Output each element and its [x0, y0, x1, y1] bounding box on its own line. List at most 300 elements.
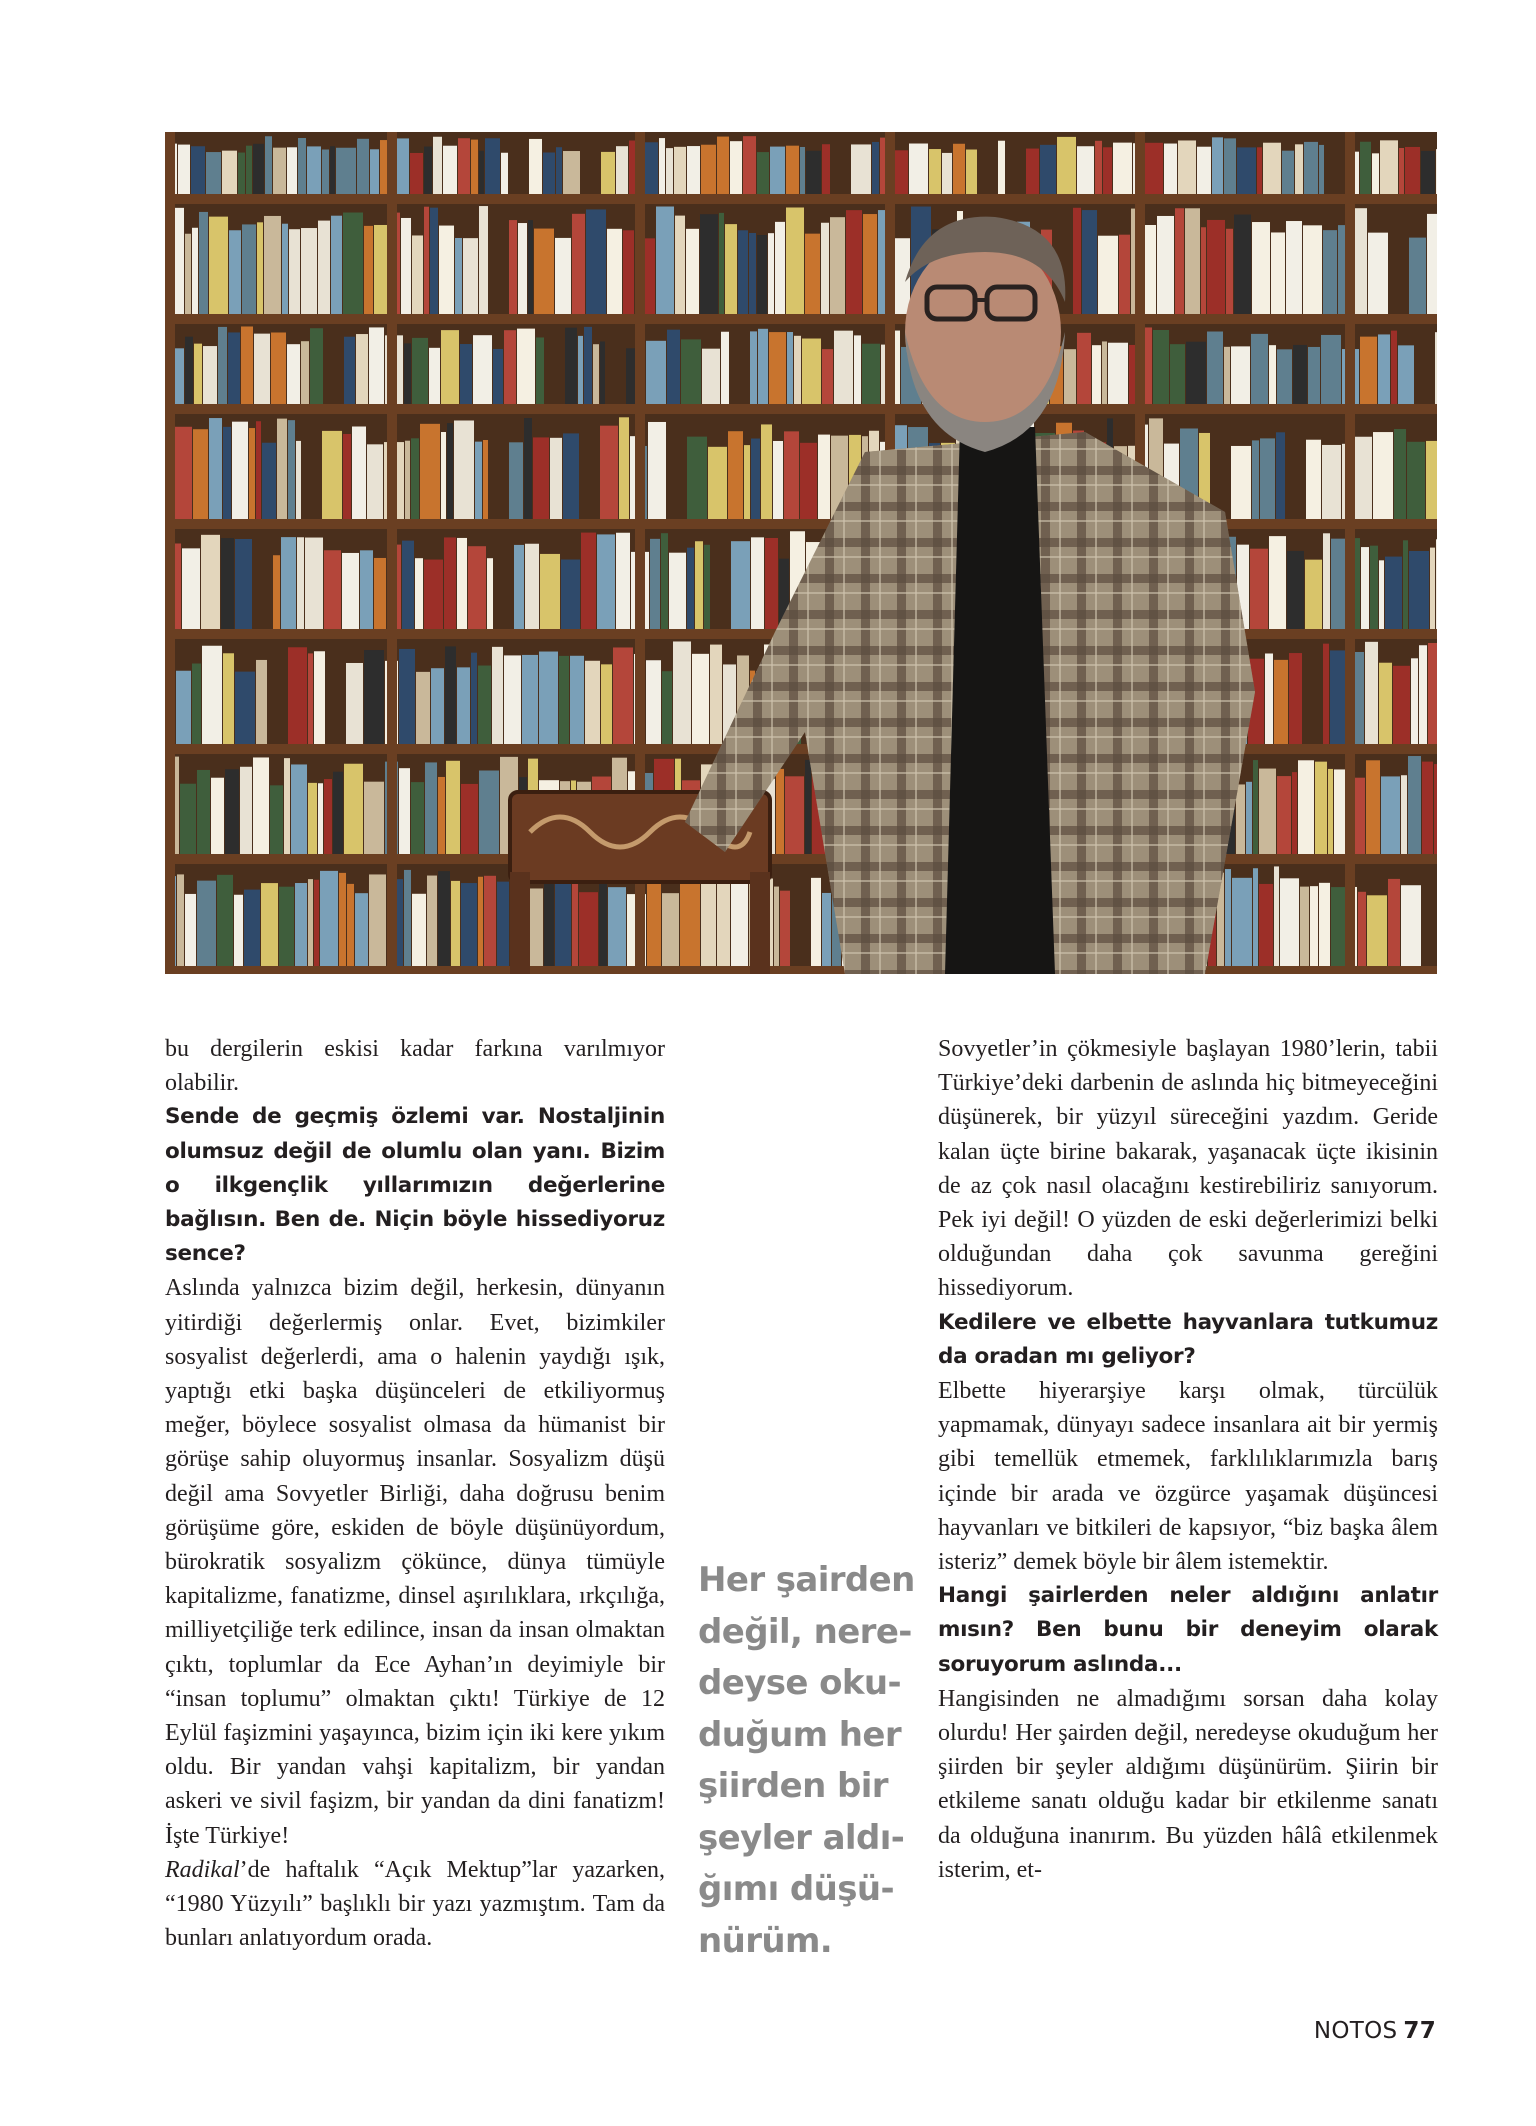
book-spine — [222, 151, 237, 194]
book-spine — [687, 146, 700, 194]
shelf-board — [165, 744, 1437, 754]
book-spine — [202, 646, 222, 744]
book-spine — [738, 230, 748, 314]
book-spine — [399, 649, 415, 744]
book-spine — [1409, 551, 1429, 629]
book-spine — [1274, 660, 1288, 744]
book-spine — [600, 341, 605, 404]
book-spine — [1310, 886, 1318, 966]
book-spine — [751, 439, 760, 519]
book-spine — [1057, 137, 1076, 194]
book-spine — [1321, 335, 1341, 404]
book-spine — [597, 534, 615, 629]
book-spine — [811, 878, 821, 966]
book-spine — [686, 229, 699, 314]
book-spine — [834, 331, 853, 404]
shelf-upright — [1345, 132, 1355, 974]
book-spine — [528, 220, 533, 314]
article-column-right — [938, 1032, 1438, 1887]
page-footer — [1314, 2018, 1436, 2044]
book-spine — [725, 224, 737, 314]
book-spine — [1292, 772, 1297, 854]
book-spine — [246, 146, 252, 194]
book-spine — [1153, 330, 1169, 404]
book-spine — [410, 153, 423, 194]
book-spine — [1236, 784, 1245, 854]
book-spine — [295, 883, 307, 966]
book-spine — [1207, 220, 1225, 314]
book-spine — [225, 769, 239, 854]
book-spine — [1102, 341, 1107, 404]
book-spine — [254, 334, 270, 404]
book-spine — [441, 432, 446, 519]
book-spine — [404, 870, 411, 966]
book-spine — [438, 777, 445, 854]
book-spine — [241, 326, 253, 404]
book-spine — [533, 437, 549, 519]
book-spine — [607, 229, 622, 314]
book-spine — [1435, 332, 1437, 404]
book-spine — [473, 335, 492, 404]
book-spine — [308, 879, 313, 966]
book-spine — [1379, 663, 1392, 744]
book-spine — [854, 335, 861, 404]
book-spine — [1358, 892, 1366, 966]
book-spine — [229, 230, 241, 314]
book-spine — [1265, 653, 1273, 744]
photo-man-in-front-of-bookshelves — [165, 132, 1437, 974]
book-spine — [404, 343, 411, 404]
book-spine — [320, 871, 338, 966]
book-spine — [439, 226, 454, 314]
page-number: 77 — [1403, 2018, 1436, 2044]
book-spine — [308, 783, 317, 854]
book-spine — [199, 212, 208, 314]
book-spine — [176, 671, 191, 744]
interview-question: Hangi şairlerden neler aldığını anlatır mısın? Ben bunu bir deneyim olarak soruyorum aslında... — [938, 1583, 1438, 1677]
book-spine — [364, 226, 373, 314]
book-spine — [497, 882, 509, 966]
book-spine — [1355, 538, 1360, 629]
book-spine — [787, 332, 793, 404]
book-spine — [830, 217, 845, 314]
book-spine — [271, 332, 286, 404]
book-spine — [364, 650, 384, 744]
book-spine — [1253, 868, 1258, 966]
book-spine — [1257, 147, 1262, 194]
book-spine — [539, 652, 558, 744]
book-spine — [650, 539, 660, 629]
book-spine — [1113, 143, 1132, 194]
book-spine — [1108, 343, 1128, 404]
book-spine — [743, 136, 756, 194]
book-spine — [687, 437, 707, 519]
book-spine — [1401, 775, 1407, 854]
book-spine — [1303, 225, 1322, 314]
book-spine — [669, 553, 686, 629]
book-spine — [1401, 885, 1421, 966]
book-spine — [770, 147, 785, 194]
book-spine — [1225, 869, 1231, 966]
book-spine — [485, 138, 500, 194]
pull-quote-line: ğımı düşü- — [698, 1869, 895, 1909]
book-spine — [297, 537, 304, 629]
book-spine — [1157, 216, 1174, 314]
book-spine — [457, 538, 467, 629]
shelf-board — [165, 519, 1437, 529]
book-spine — [1323, 230, 1337, 314]
book-spine — [953, 144, 965, 194]
book-spine — [257, 222, 263, 314]
book-spine — [438, 871, 450, 966]
book-spine — [412, 894, 426, 966]
book-spine — [1201, 227, 1206, 314]
book-spine — [584, 327, 592, 404]
shelf-board — [165, 404, 1437, 414]
pull-quote-line: duğum her — [698, 1714, 901, 1755]
book-spine — [1422, 762, 1433, 854]
article-column-left — [165, 1032, 665, 1955]
book-spine — [1178, 140, 1196, 194]
book-spine — [346, 663, 363, 744]
book-spine — [1405, 147, 1420, 194]
answer-paragraph: bu dergilerin eskisi kadar farkına varılmıyor olabilir. — [165, 1036, 665, 1097]
book-spine — [256, 421, 261, 519]
book-spine — [1263, 143, 1281, 194]
book-spine — [451, 881, 460, 966]
book-spine — [339, 873, 346, 966]
book-spine — [288, 420, 295, 519]
book-spine — [761, 424, 772, 519]
book-spine — [561, 560, 580, 629]
book-spine — [355, 893, 368, 966]
book-spine — [662, 671, 672, 744]
book-spine — [240, 767, 252, 854]
book-spine — [1398, 345, 1414, 404]
book-spine — [314, 651, 325, 744]
book-spine — [1197, 147, 1211, 194]
book-spine — [1394, 429, 1406, 519]
book-spine — [1393, 666, 1410, 744]
book-spine — [1144, 327, 1152, 404]
book-spine — [1360, 142, 1371, 194]
book-spine — [687, 548, 694, 629]
book-spine — [333, 772, 343, 854]
book-spine — [774, 887, 779, 966]
book-spine — [289, 229, 300, 314]
book-spine — [461, 883, 477, 966]
book-spine — [509, 220, 517, 314]
shelf-board — [165, 966, 1437, 974]
book-spine — [1370, 546, 1378, 629]
book-spine — [1388, 879, 1400, 966]
book-spine — [478, 877, 483, 966]
book-spine — [929, 149, 941, 194]
book-spine — [750, 331, 757, 404]
book-spine — [578, 336, 583, 404]
book-spine — [565, 328, 577, 404]
book-spine — [721, 332, 729, 404]
book-spine — [794, 336, 801, 404]
book-spine — [1237, 147, 1256, 194]
book-spine — [731, 541, 750, 629]
book-spine — [201, 535, 220, 629]
book-spine — [273, 555, 280, 629]
book-spine — [608, 887, 626, 966]
book-spine — [1421, 151, 1435, 194]
book-spine — [719, 213, 724, 314]
book-spine — [1276, 432, 1285, 519]
book-spine — [1399, 148, 1404, 194]
book-spine — [646, 660, 661, 744]
book-spine — [416, 672, 430, 744]
book-spine — [601, 152, 615, 194]
book-spine — [256, 660, 267, 744]
book-spine — [330, 146, 335, 194]
book-spine — [695, 541, 703, 629]
book-spine — [647, 874, 661, 966]
book-spine — [370, 149, 379, 194]
book-spine — [730, 141, 742, 194]
book-spine — [185, 234, 191, 314]
book-spine — [822, 893, 831, 966]
book-spine — [1411, 658, 1418, 744]
book-spine — [287, 344, 300, 404]
book-spine — [193, 429, 208, 519]
book-spine — [223, 427, 231, 519]
pull-quote-line: değil, nere- — [698, 1611, 912, 1652]
book-spine — [1360, 337, 1377, 404]
book-spine — [412, 235, 423, 314]
book-spine — [1378, 334, 1390, 404]
book-spine — [177, 874, 184, 966]
book-spine — [1271, 232, 1285, 314]
book-spine — [1298, 760, 1314, 854]
book-spine — [822, 144, 830, 194]
book-spine — [757, 152, 769, 194]
book-spine — [298, 138, 306, 194]
book-spine — [581, 533, 596, 629]
book-spine — [185, 337, 193, 404]
book-spine — [1300, 887, 1309, 966]
book-spine — [1252, 222, 1270, 314]
book-spine — [405, 441, 410, 519]
book-spine — [175, 348, 184, 404]
book-spine — [197, 881, 216, 966]
book-spine — [1365, 642, 1378, 744]
book-spine — [555, 238, 571, 314]
book-spine — [487, 558, 493, 629]
book-spine — [802, 339, 821, 404]
book-spine — [411, 782, 424, 854]
book-spine — [1040, 145, 1056, 194]
book-spine — [270, 785, 283, 854]
book-spine — [744, 445, 750, 519]
book-spine — [525, 544, 539, 629]
book-spine — [704, 545, 710, 629]
book-spine — [420, 424, 440, 519]
book-spine — [357, 139, 369, 194]
book-spine — [536, 337, 544, 404]
book-spine — [277, 419, 287, 519]
book-spine — [851, 144, 871, 194]
book-spine — [1426, 441, 1437, 519]
book-spine — [211, 778, 224, 854]
book-spine — [805, 234, 820, 314]
book-spine — [1379, 560, 1384, 629]
book-spine — [1323, 533, 1330, 629]
book-spine — [805, 760, 811, 854]
book-spine — [235, 539, 252, 629]
answer-paragraph: Aslında yalnızca bizim değil, herkesin, dünyanın yitirdiği değerlermiş onlar. Evet, bizimkiler sosyalist değerlerdi, ama o halenin yaydığı ışık, yaptığı etki başka düşünceleri de etkiliyormuş meğer, böylece sosyalist olmasa da hümanist bir görüşe sahip oluyormuş insanlar. Sosyalizm düşü değil ama Sovyetler Birliği, daha doğrusu benim görüşüme göre, eskiden de böyle düşünüyordum, bürokratik sosyalizm çökünce, dünya tümüyle kapitalizme, fanatizme, dinsel aşırılıklara, ırkçılığa, milliyetçiliğe terk edilince, insan da insan olmaktan çıktı, toplumlar da Ece Ayhan’ın deyimiyle bir “insan toplumu” olmaktan çıktı! Türkiye de 12 Eylül faşizmini yaşayınca, bizim için iki kere yıkım oldu. Bir yandan vahşi kapitalizm, bir yandan askeri ve sivil faşizm, bir yandan da dini fanatizm! İşte Türkiye! — [165, 1275, 665, 1849]
book-spine — [1175, 208, 1184, 314]
pull-quote-line: Her şairden — [698, 1560, 915, 1600]
book-spine — [1323, 644, 1329, 744]
book-spine — [265, 136, 272, 194]
pull-quote-line: deyse oku- — [698, 1663, 901, 1703]
book-spine — [343, 434, 351, 519]
book-spine — [463, 238, 478, 314]
book-spine — [424, 147, 432, 194]
book-spine — [749, 233, 756, 314]
book-spine — [821, 223, 829, 314]
book-spine — [692, 654, 709, 744]
book-spine — [1277, 349, 1292, 404]
book-spine — [281, 537, 296, 629]
shelf-board — [165, 854, 1437, 864]
book-spine — [504, 655, 521, 744]
book-spine — [217, 875, 233, 966]
interview-question: Sende de geçmiş özlemi var. Nostaljinin olumsuz değil de olumlu olan yanı. Bizim o ilkgençlik yıllarımızın değerlerine bağlısın. Ben de. Niçin böyle hissediyoruz sence? — [165, 1104, 665, 1267]
book-spine — [411, 438, 419, 519]
book-spine — [646, 341, 666, 404]
book-spine — [194, 344, 202, 404]
book-spine — [563, 151, 580, 194]
book-spine — [674, 147, 686, 194]
book-spine — [773, 441, 783, 519]
book-spine — [786, 146, 799, 194]
book-spine — [431, 668, 444, 744]
book-spine — [433, 137, 442, 194]
book-spine — [425, 762, 437, 854]
book-spine — [1366, 760, 1380, 854]
book-spine — [1293, 345, 1307, 404]
book-spine — [1319, 883, 1330, 966]
book-spine — [218, 327, 227, 404]
book-spine — [352, 426, 366, 519]
book-spine — [540, 554, 560, 629]
book-spine — [369, 874, 386, 966]
book-spine — [1430, 548, 1435, 629]
book-spine — [1232, 878, 1252, 966]
book-spine — [479, 206, 488, 314]
book-spine — [666, 148, 673, 194]
book-spine — [180, 784, 196, 854]
book-spine — [1212, 137, 1223, 194]
book-spine — [331, 216, 342, 314]
book-spine — [543, 152, 555, 194]
book-spine — [700, 214, 718, 314]
pull-quote-line: şiirden bir — [698, 1766, 888, 1806]
book-spine — [570, 656, 584, 744]
book-spine — [659, 138, 665, 194]
book-spine — [702, 349, 720, 404]
book-spine — [479, 151, 484, 194]
book-spine — [228, 332, 240, 404]
book-spine — [191, 146, 205, 194]
book-spine — [360, 550, 373, 629]
book-spine — [1436, 149, 1437, 194]
book-spine — [347, 884, 354, 966]
book-spine — [197, 770, 210, 854]
book-spine — [242, 224, 256, 314]
book-spine — [1129, 345, 1135, 404]
book-spine — [479, 771, 499, 854]
book-spine — [261, 883, 278, 966]
book-spine — [708, 447, 727, 519]
book-spine — [846, 210, 862, 314]
book-spine — [1315, 762, 1327, 854]
book-spine — [593, 344, 599, 404]
book-spine — [1073, 208, 1081, 314]
book-spine — [223, 653, 234, 744]
book-spine — [1286, 221, 1302, 314]
book-spine — [273, 148, 286, 194]
book-spine — [1252, 440, 1259, 519]
book-spine — [441, 330, 459, 404]
book-spine — [444, 537, 456, 629]
book-spine — [1372, 153, 1379, 194]
book-spine — [454, 420, 474, 519]
shelf-board — [165, 314, 1437, 324]
book-spine — [301, 228, 317, 314]
book-spine — [318, 783, 323, 854]
book-spine — [232, 422, 248, 519]
book-spine — [424, 207, 429, 314]
book-spine — [234, 895, 243, 966]
book-spine — [776, 769, 784, 854]
book-spine — [1251, 334, 1268, 404]
book-spine — [203, 346, 217, 404]
book-spine — [1170, 344, 1185, 404]
book-spine — [518, 223, 527, 314]
book-spine — [784, 431, 799, 519]
answer-paragraph: Hangisinden ne almadığımı sorsan daha kolay olurdu! Her şairden değil, neredeyse okuduğum her şiirden bir şeyler aldığımı düşünürüm. Şiirin bir etkileme sanatı olduğu kadar bir etkilenme sanatı da olduğuna inanırım. Bu yüzden hâlâ etkilenmek isterim, et- — [938, 1685, 1438, 1883]
book-spine — [1308, 347, 1320, 404]
book-spine — [1224, 138, 1236, 194]
book-spine — [1427, 214, 1437, 314]
book-spine — [301, 341, 309, 404]
book-spine — [524, 418, 532, 519]
book-spine — [563, 433, 579, 519]
book-spine — [324, 550, 341, 629]
book-spine — [1250, 549, 1268, 629]
book-spine — [445, 646, 456, 744]
book-spine — [1185, 208, 1200, 314]
book-spine — [780, 891, 790, 966]
book-spine — [402, 541, 414, 629]
book-spine — [401, 218, 411, 314]
book-spine — [291, 764, 307, 854]
book-spine — [863, 214, 877, 314]
book-spine — [1319, 145, 1324, 194]
book-spine — [786, 207, 804, 314]
book-spine — [471, 140, 478, 194]
book-spine — [504, 330, 516, 404]
book-spine — [287, 147, 297, 194]
book-spine — [909, 144, 928, 194]
book-spine — [305, 538, 323, 629]
